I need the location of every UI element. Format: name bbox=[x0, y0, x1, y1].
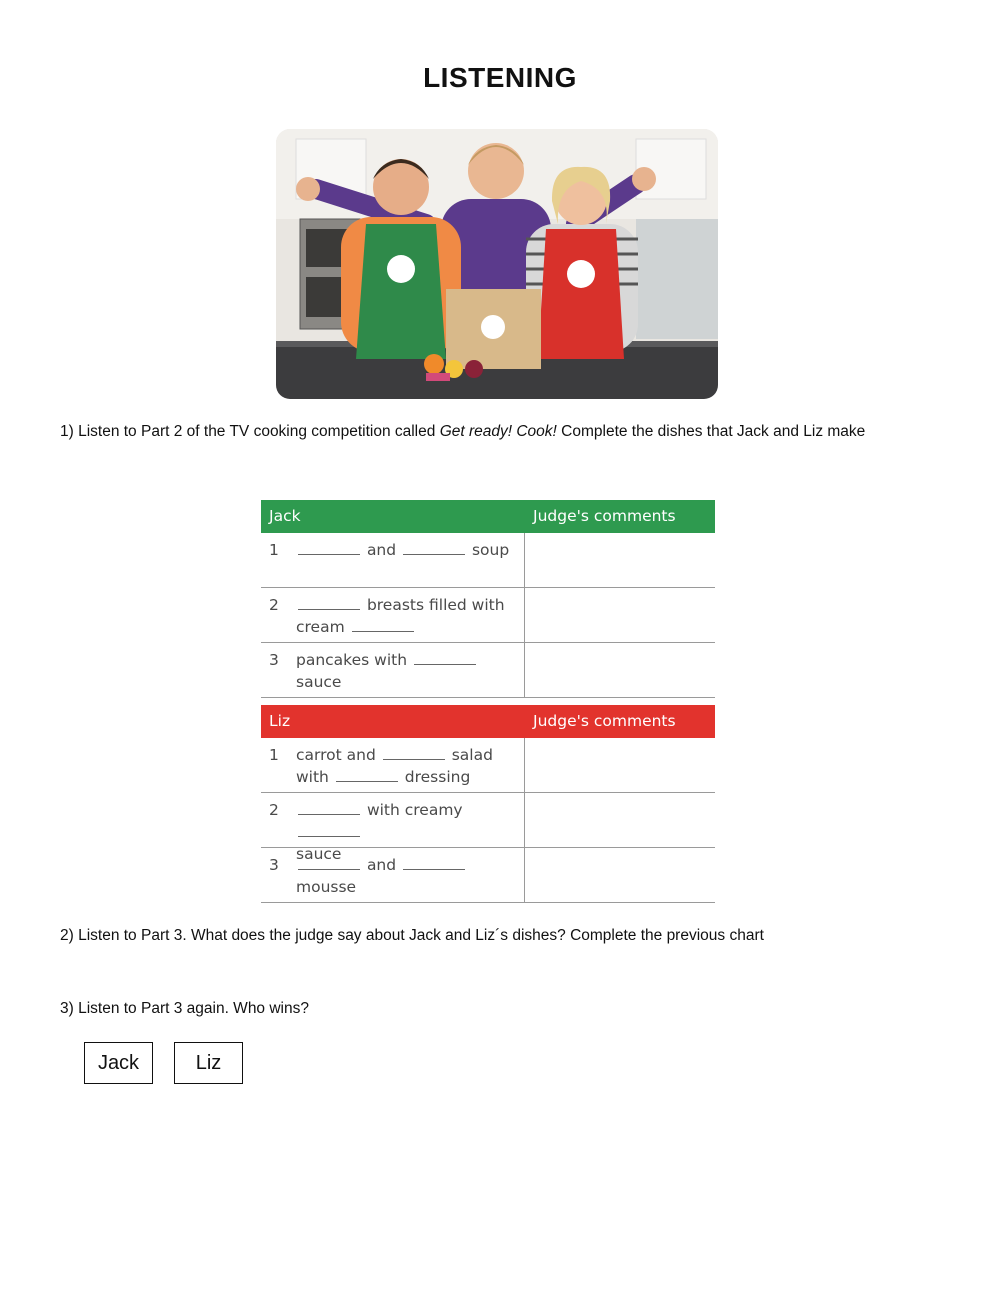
dish-word: sauce bbox=[296, 845, 342, 863]
jack-dish-1 bbox=[261, 533, 715, 588]
dish-word: pancakes with bbox=[296, 651, 408, 669]
dish-word: soup bbox=[471, 541, 510, 559]
liz-table-header bbox=[261, 705, 715, 738]
answer-blank[interactable] bbox=[298, 594, 360, 610]
liz-name: Liz bbox=[269, 712, 291, 730]
liz-dish-1 bbox=[261, 738, 715, 793]
jack-name: Jack bbox=[269, 507, 301, 525]
dish-word: mousse bbox=[296, 878, 357, 896]
dish-word: salad bbox=[451, 746, 493, 764]
question-3: 3) Listen to Part 3 again. Who wins? bbox=[60, 1000, 309, 1017]
judge-comments-header: Judge's comments bbox=[533, 507, 676, 525]
jack-table-header bbox=[261, 500, 715, 533]
dish-word: carrot and bbox=[296, 746, 376, 764]
dish-word: cream bbox=[296, 618, 345, 636]
dish-text bbox=[296, 594, 521, 638]
row-number: 3 bbox=[269, 651, 279, 669]
answer-blank[interactable] bbox=[336, 766, 398, 782]
liz-table bbox=[261, 705, 715, 903]
dish-word: with creamy bbox=[366, 801, 463, 819]
answer-blank[interactable] bbox=[352, 616, 414, 632]
dish-word: and bbox=[366, 856, 397, 874]
answer-blank[interactable] bbox=[298, 854, 360, 870]
answer-blank[interactable] bbox=[383, 744, 445, 760]
row-number: 2 bbox=[269, 596, 279, 614]
liz-dish-3 bbox=[261, 848, 715, 903]
row-number: 1 bbox=[269, 541, 279, 559]
answer-blank[interactable] bbox=[298, 821, 360, 837]
question-1-prefix: 1) Listen to Part 2 of the TV cooking competition called bbox=[60, 423, 440, 440]
page-title: LISTENING bbox=[423, 62, 577, 93]
question-1 bbox=[60, 423, 865, 441]
dish-word: and bbox=[366, 541, 397, 559]
dish-word: with bbox=[296, 768, 329, 786]
dish-word: breasts filled with bbox=[366, 596, 505, 614]
answer-blank[interactable] bbox=[298, 799, 360, 815]
jack-dish-3 bbox=[261, 643, 715, 698]
answer-blank[interactable] bbox=[403, 854, 465, 870]
answer-blank[interactable] bbox=[414, 649, 476, 665]
row-number: 2 bbox=[269, 801, 279, 819]
cooking-show-photo bbox=[276, 129, 718, 399]
judge-comments-header: Judge's comments bbox=[533, 712, 676, 730]
option-liz[interactable]: Liz bbox=[174, 1042, 243, 1084]
dish-text bbox=[296, 854, 521, 898]
dish-word: dressing bbox=[404, 768, 471, 786]
answer-blank[interactable] bbox=[298, 539, 360, 555]
question-1-suffix: Complete the dishes that Jack and Liz make bbox=[556, 423, 866, 440]
dish-text bbox=[296, 539, 521, 561]
answer-blank[interactable] bbox=[403, 539, 465, 555]
jack-dish-2 bbox=[261, 588, 715, 643]
row-number: 3 bbox=[269, 856, 279, 874]
dish-text bbox=[296, 649, 521, 693]
row-number: 1 bbox=[269, 746, 279, 764]
dish-word: sauce bbox=[296, 673, 342, 691]
show-name: Get ready! Cook! bbox=[439, 423, 557, 440]
question-2: 2) Listen to Part 3. What does the judge say about Jack and Liz´s dishes? Complete the previous chart bbox=[60, 927, 764, 944]
option-jack[interactable]: Jack bbox=[84, 1042, 153, 1084]
dish-text bbox=[296, 744, 521, 788]
liz-dish-2 bbox=[261, 793, 715, 863]
jack-table bbox=[261, 500, 715, 698]
